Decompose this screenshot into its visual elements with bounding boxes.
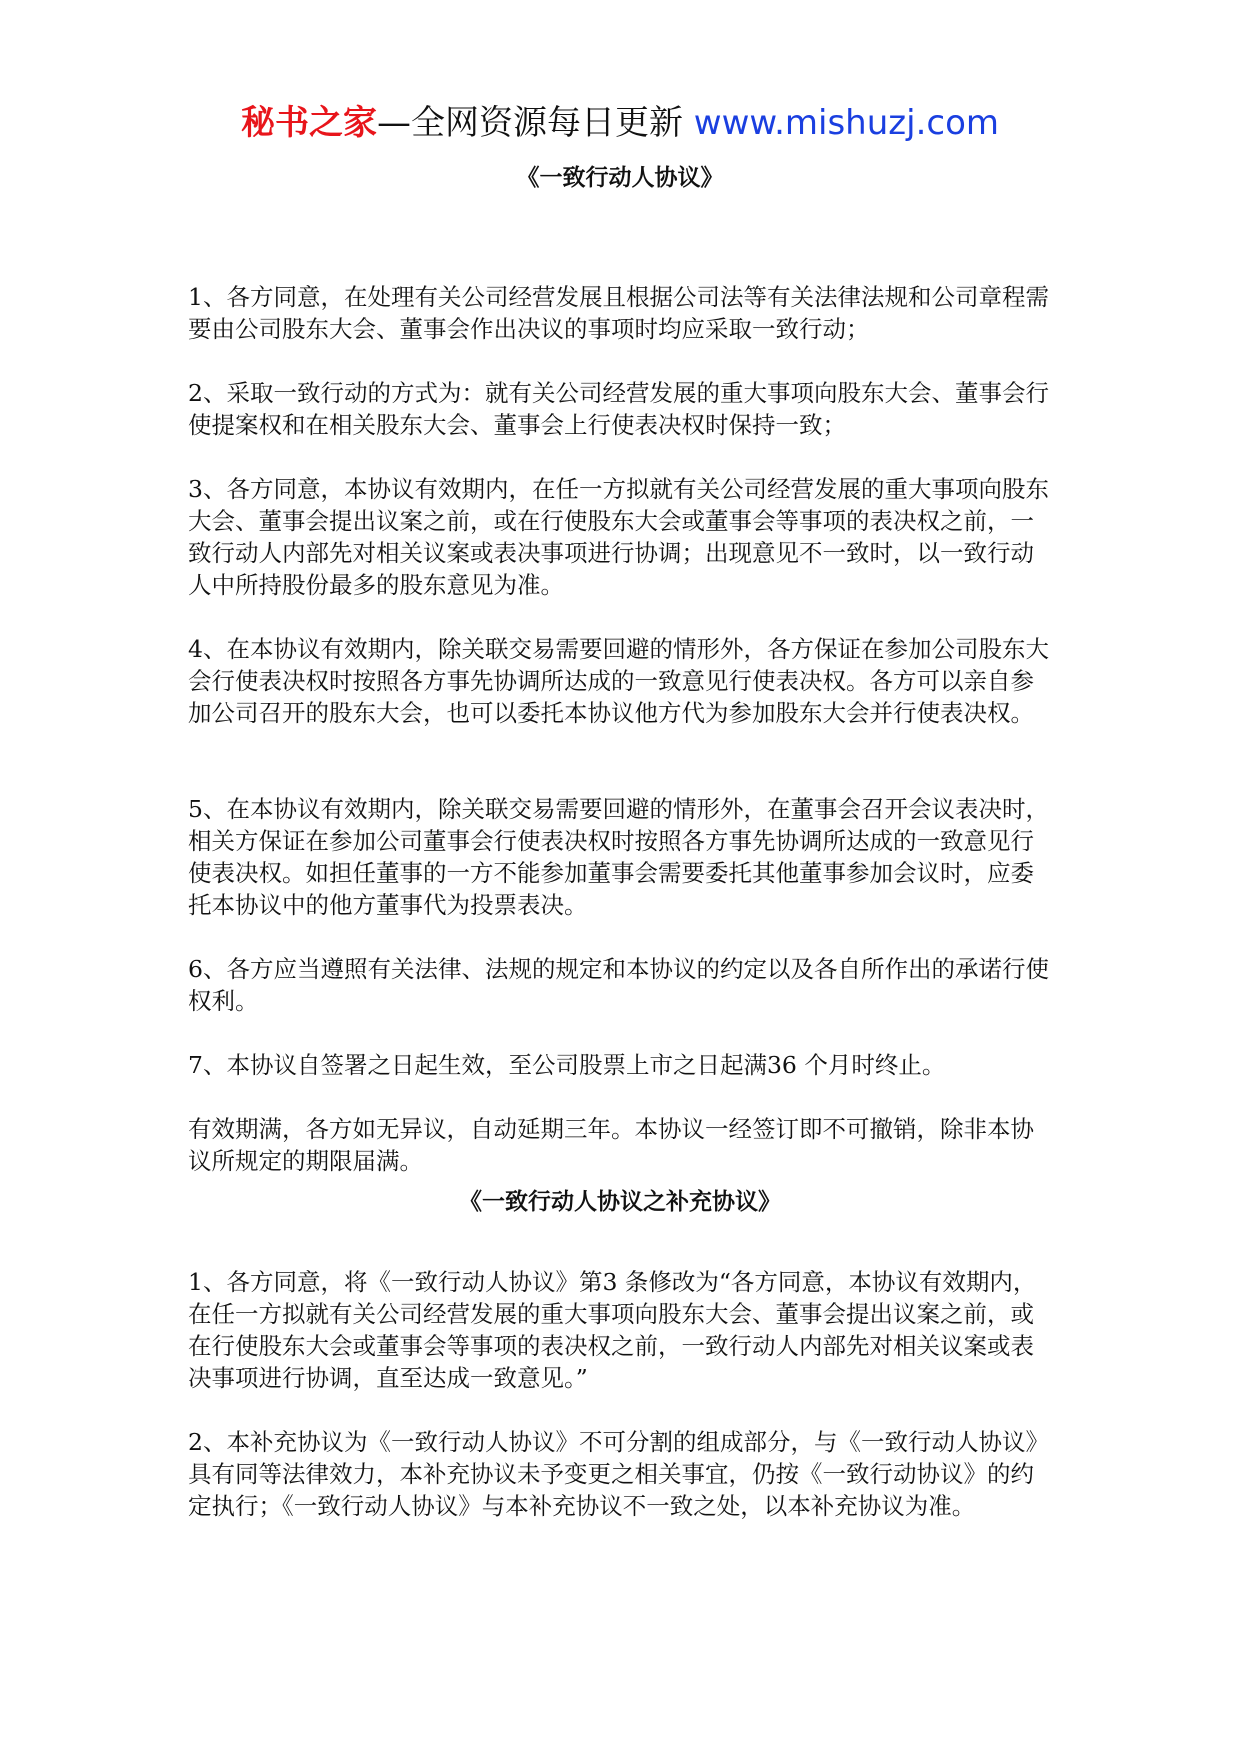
site-header [0,100,1240,146]
supplement-clause-1: 1、各方同意，将《一致行动人协议》第3 条修改为“各方同意，本协议有效期内，在任一方拟就有关公司经营发展的重大事项向股东大会、董事会提出议案之前，或在行使股东大会或董事会等事项的表决权之前，一致行动人内部先对相关议案或表决事项进行协调，直至达成一致意见。” [188,1268,1037,1392]
clause-2: 2、采取一致行动的方式为：就有关公司经营发展的重大事项向股东大会、董事会行使提案权和在相关股东大会、董事会上行使表决权时保持一致； [188,379,1049,439]
clause-4: 4、在本协议有效期内，除关联交易需要回避的情形外，各方保证在参加公司股东大会行使表决权时按照各方事先协调所达成的一致意见行使表决权。各方可以亲自参加公司召开的股东大会，也可以委托本协议他方代为参加股东大会并行使表决权。 [188,635,1049,727]
clause-7: 7、本协议自签署之日起生效，至公司股票上市之日起满36 个月时终止。 [188,1051,946,1079]
clause-5: 5、在本协议有效期内，除关联交易需要回避的情形外，在董事会召开会议表决时，相关方保证在参加公司董事会行使表决权时按照各方事先协调所达成的一致意见行使表决权。如担任董事的一方不能参加董事会需要委托其他董事参加会议时，应委托本协议中的他方董事代为投票表决。 [188,795,1049,919]
agreement-title: 《一致行动人协议》 [516,165,724,191]
supplement-title: 《一致行动人协议之补充协议》 [459,1189,781,1215]
clause-1: 1、各方同意，在处理有关公司经营发展且根据公司法等有关法律法规和公司章程需要由公司股东大会、董事会作出决议的事项时均应采取一致行动； [188,283,1049,343]
clause-6: 6、各方应当遵照有关法律、法规的规定和本协议的约定以及各自所作出的承诺行使权利。 [188,955,1049,1015]
supplement-clause-2: 2、本补充协议为《一致行动人协议》不可分割的组成部分，与《一致行动人协议》具有同等法律效力，本补充协议未予变更之相关事宜，仍按《一致行动协议》的约定执行；《一致行动人协议》与本补充协议不一致之处，以本补充协议为准。 [188,1428,1049,1520]
header-tagline: —全网资源每日更新 [376,103,683,143]
brand-name: 秘书之家 [240,103,377,143]
renewal-paragraph: 有效期满，各方如无异议，自动延期三年。本协议一经签订即不可撤销，除非本协议所规定的期限届满。 [188,1115,1034,1175]
clause-3: 3、各方同意，本协议有效期内，在任一方拟就有关公司经营发展的重大事项向股东大会、董事会提出议案之前，或在行使股东大会或董事会等事项的表决权之前，一致行动人内部先对相关议案或表决事项进行协调；出现意见不一致时，以一致行动人中所持股份最多的股东意见为准。 [188,475,1049,599]
site-url-link[interactable]: www.mishuzj.com [693,103,999,143]
